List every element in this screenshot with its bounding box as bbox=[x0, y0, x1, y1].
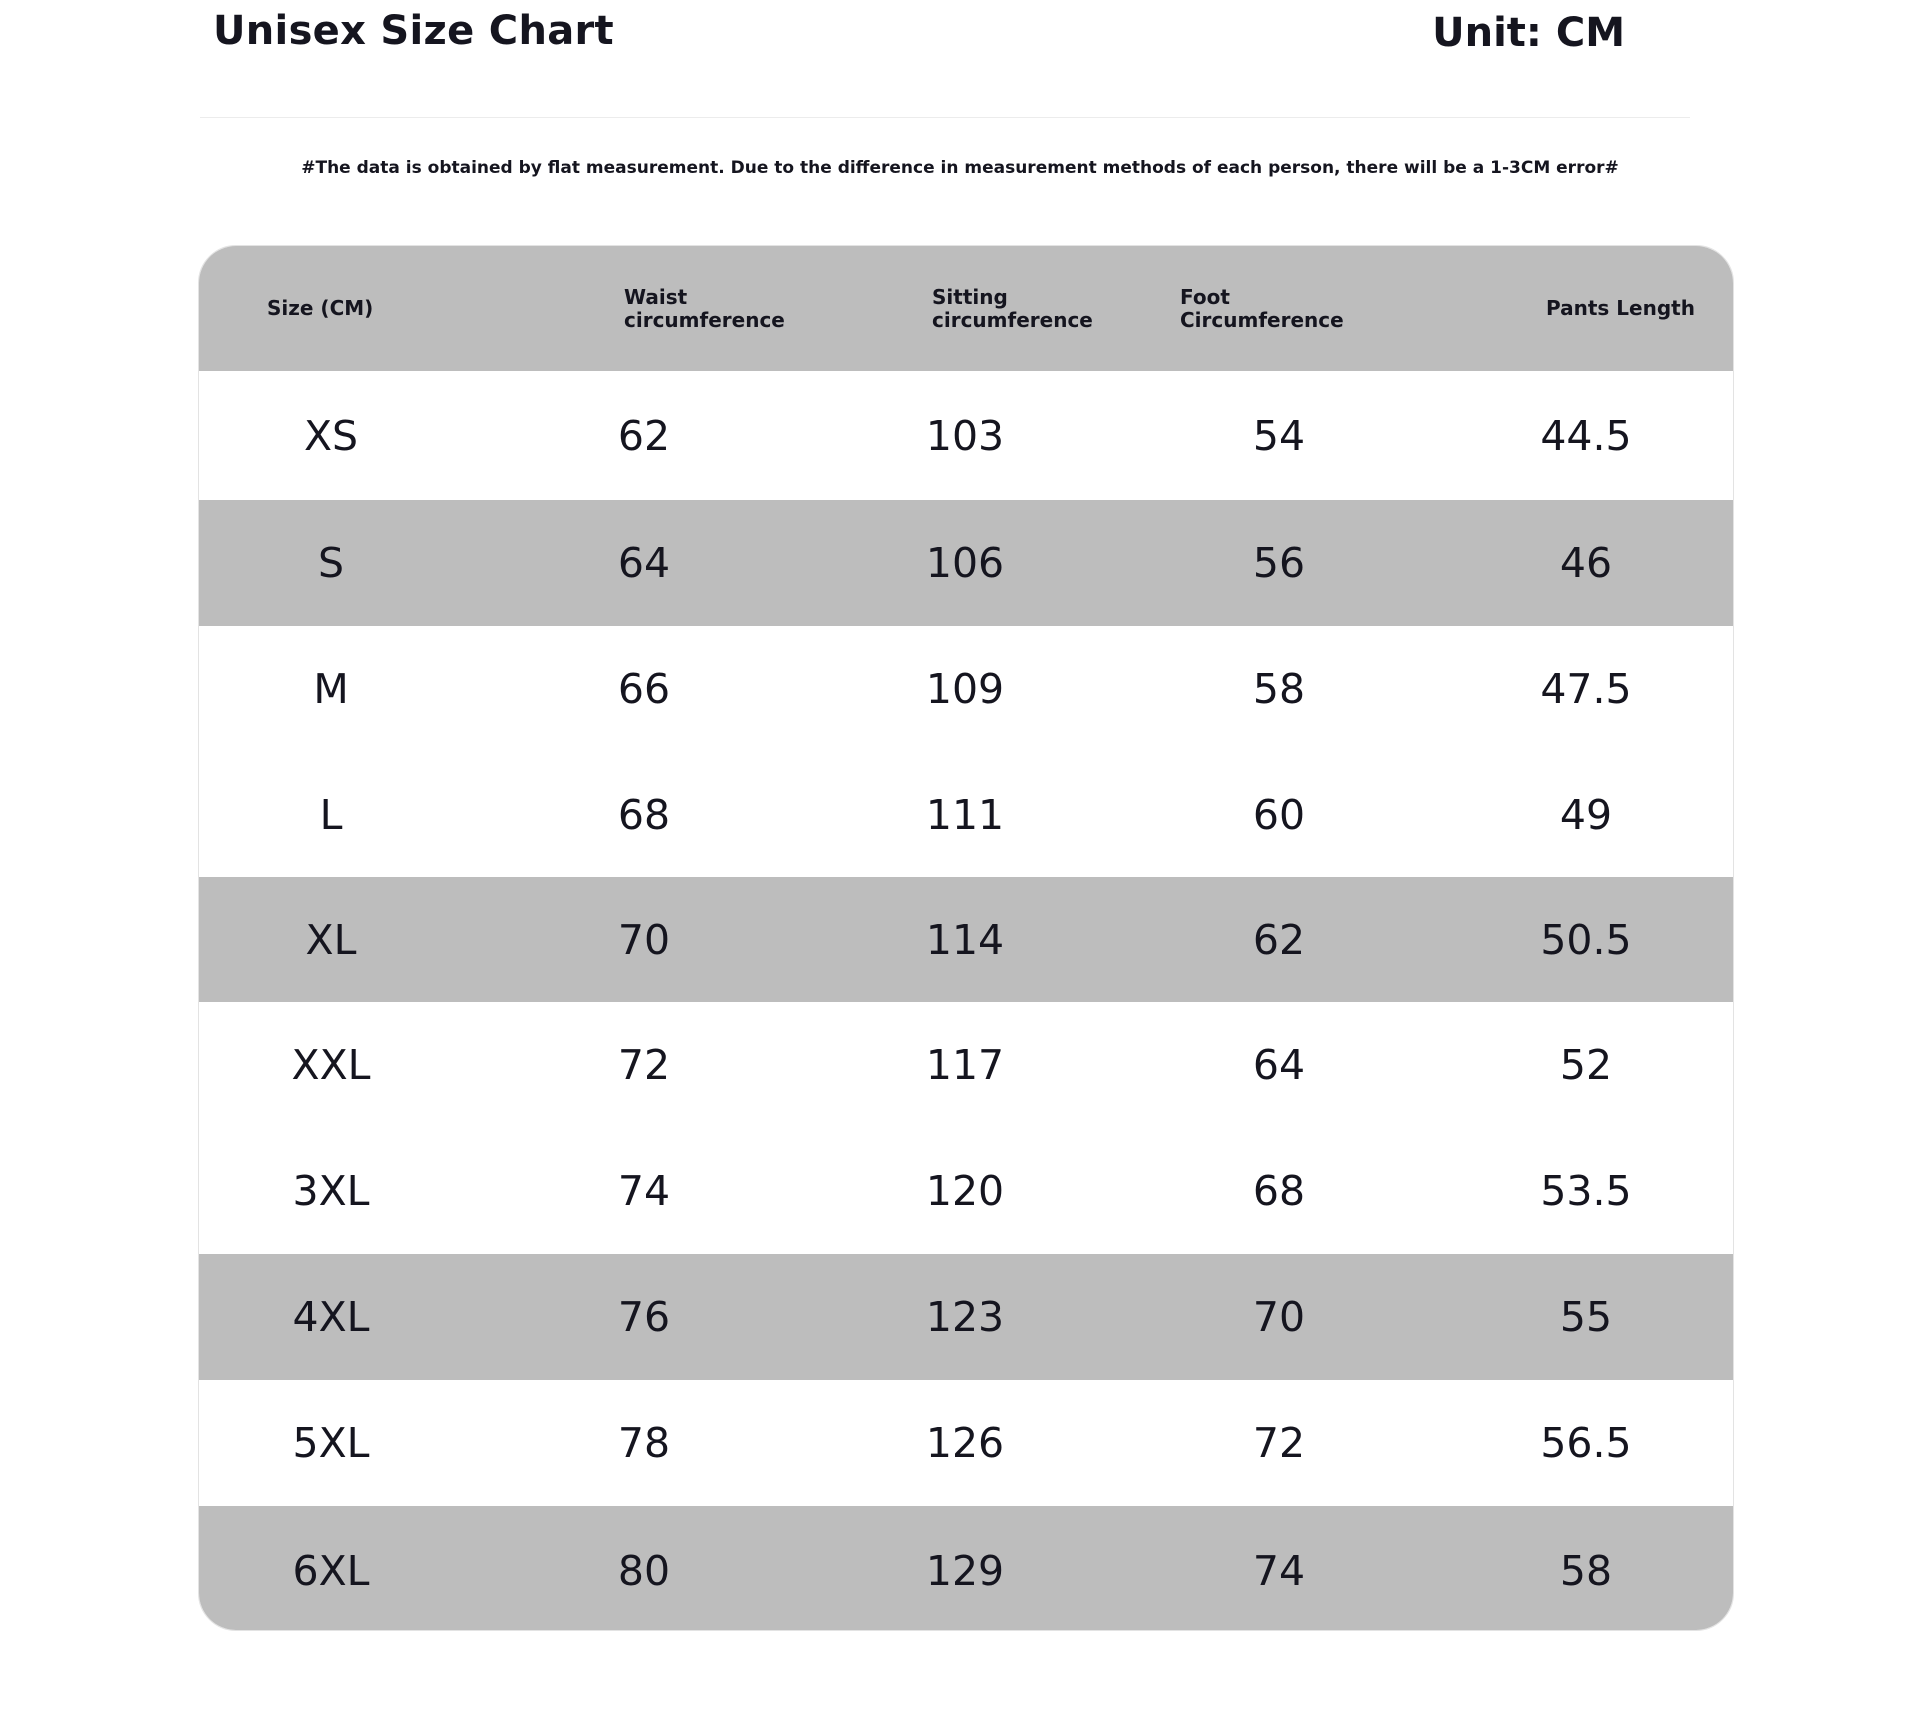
sitting-cell: 106 bbox=[925, 539, 1005, 587]
waist-cell: 78 bbox=[617, 1419, 671, 1467]
size-cell: 4XL bbox=[292, 1293, 370, 1341]
chart-title: Unisex Size Chart bbox=[213, 8, 614, 54]
table-row bbox=[199, 626, 1733, 752]
foot-cell: 58 bbox=[1252, 665, 1306, 713]
waist-cell: 74 bbox=[617, 1167, 671, 1215]
table-row bbox=[199, 877, 1733, 1002]
sitting-cell: 126 bbox=[925, 1419, 1005, 1467]
table-header-row bbox=[199, 246, 1733, 371]
foot-cell: 54 bbox=[1252, 412, 1306, 460]
table-row bbox=[199, 1002, 1733, 1128]
pants-length-cell: 52 bbox=[1559, 1041, 1613, 1089]
waist-cell: 76 bbox=[617, 1293, 671, 1341]
header-size: Size (CM) bbox=[267, 296, 374, 320]
pants-length-cell: 56.5 bbox=[1540, 1419, 1632, 1467]
foot-cell: 56 bbox=[1252, 539, 1306, 587]
pants-length-cell: 49 bbox=[1559, 791, 1613, 839]
size-cell: M bbox=[313, 665, 349, 713]
table-row bbox=[199, 752, 1733, 877]
header-foot: Foot Circumference bbox=[1180, 284, 1344, 332]
header-divider bbox=[200, 117, 1690, 118]
pants-length-cell: 58 bbox=[1559, 1547, 1613, 1595]
unit-label: Unit: CM bbox=[1432, 10, 1625, 56]
header-waist: Waist circumference bbox=[624, 284, 785, 332]
waist-cell: 64 bbox=[617, 539, 671, 587]
pants-length-cell: 53.5 bbox=[1540, 1167, 1632, 1215]
table-row bbox=[199, 1380, 1733, 1506]
sitting-cell: 111 bbox=[925, 791, 1005, 839]
pants-length-cell: 50.5 bbox=[1540, 916, 1632, 964]
table-row bbox=[199, 1506, 1733, 1631]
sitting-cell: 123 bbox=[925, 1293, 1005, 1341]
size-cell: 3XL bbox=[292, 1167, 370, 1215]
size-cell: 5XL bbox=[292, 1419, 370, 1467]
foot-cell: 70 bbox=[1252, 1293, 1306, 1341]
table-row bbox=[199, 1254, 1733, 1380]
foot-cell: 62 bbox=[1252, 916, 1306, 964]
waist-cell: 72 bbox=[617, 1041, 671, 1089]
foot-cell: 74 bbox=[1252, 1547, 1306, 1595]
size-cell: 6XL bbox=[292, 1547, 370, 1595]
foot-cell: 72 bbox=[1252, 1419, 1306, 1467]
size-cell: XS bbox=[303, 412, 359, 460]
header-sitting: Sitting circumference bbox=[932, 284, 1093, 332]
table-row bbox=[199, 1128, 1733, 1254]
sitting-cell: 129 bbox=[925, 1547, 1005, 1595]
foot-cell: 64 bbox=[1252, 1041, 1306, 1089]
size-cell: XXL bbox=[291, 1041, 371, 1089]
waist-cell: 80 bbox=[617, 1547, 671, 1595]
foot-cell: 68 bbox=[1252, 1167, 1306, 1215]
measurement-note: #The data is obtained by flat measurement. Due to the difference in measurement methods of each person, there will be a 1-3CM error# bbox=[301, 158, 1619, 178]
size-cell: L bbox=[319, 791, 343, 839]
table-row bbox=[199, 371, 1733, 500]
waist-cell: 62 bbox=[617, 412, 671, 460]
pants-length-cell: 55 bbox=[1559, 1293, 1613, 1341]
table-row bbox=[199, 500, 1733, 626]
sitting-cell: 114 bbox=[925, 916, 1005, 964]
waist-cell: 70 bbox=[617, 916, 671, 964]
foot-cell: 60 bbox=[1252, 791, 1306, 839]
sitting-cell: 103 bbox=[925, 412, 1005, 460]
size-cell: XL bbox=[305, 916, 357, 964]
pants-length-cell: 46 bbox=[1559, 539, 1613, 587]
sitting-cell: 117 bbox=[925, 1041, 1005, 1089]
pants-length-cell: 44.5 bbox=[1540, 412, 1632, 460]
pants-length-cell: 47.5 bbox=[1540, 665, 1632, 713]
size-table bbox=[198, 245, 1734, 1631]
sitting-cell: 109 bbox=[925, 665, 1005, 713]
header-pants-length: Pants Length bbox=[1546, 296, 1695, 320]
waist-cell: 66 bbox=[617, 665, 671, 713]
sitting-cell: 120 bbox=[925, 1167, 1005, 1215]
size-cell: S bbox=[317, 539, 345, 587]
waist-cell: 68 bbox=[617, 791, 671, 839]
